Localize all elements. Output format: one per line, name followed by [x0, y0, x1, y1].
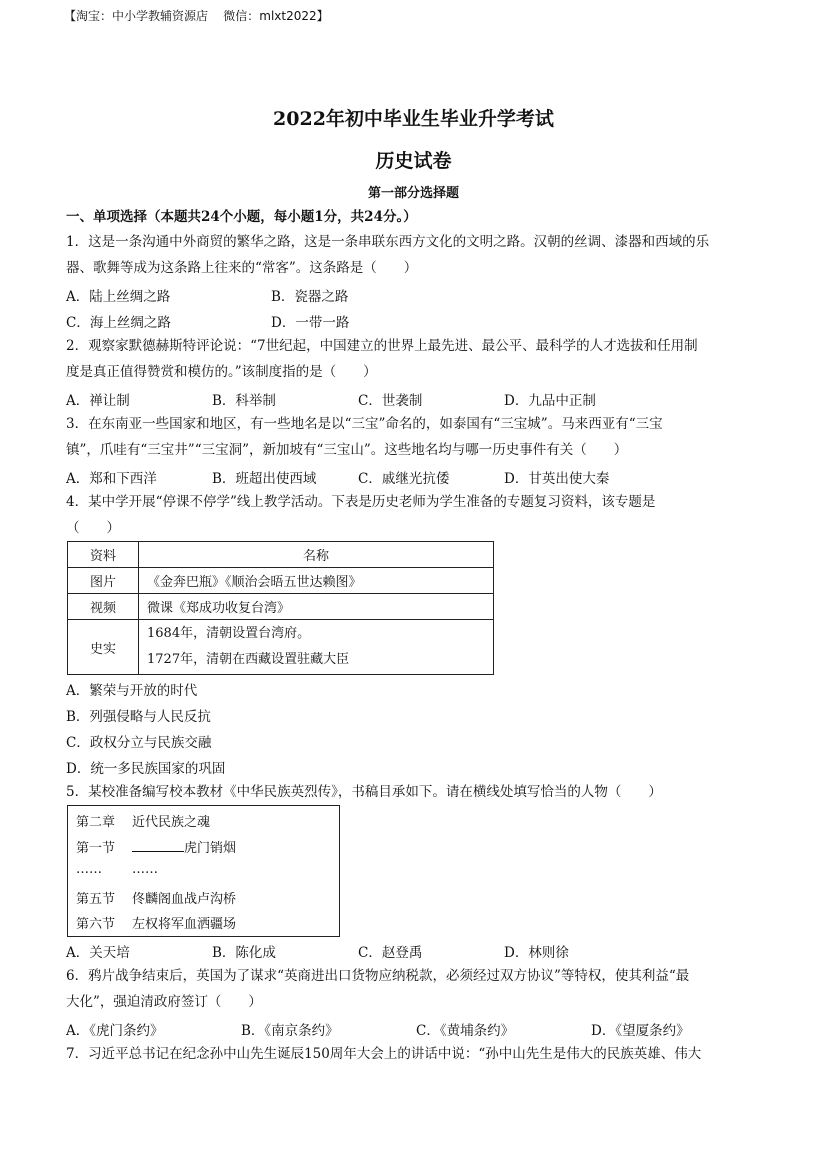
q3-stem-line2: 镇”，爪哇有“三宝井”“三宝洞”，新加坡有“三宝山”。这些地名均与哪一历史事件有关（ ）	[66, 442, 628, 458]
q2-stem-line1: 2．观察家默德赫斯特评论说：“7世纪起，中国建立的世界上最先进、最公平、最科学的人才选拔和任用制	[66, 338, 698, 354]
q4-stem-line1: 4．某中学开展“停课不停学”线上教学活动。下表是历史老师为学生准备的专题复习资料，该专题是	[66, 494, 656, 510]
q6-option-a: A．《虎门条约》	[66, 1023, 164, 1039]
list-item	[76, 913, 236, 932]
q2-option-a: A．禅让制	[66, 393, 130, 409]
page-header: 【淘宝：中小学教辅资源店 微信：mlxt2022】	[64, 9, 329, 23]
part-heading: 第一部分选择题	[367, 186, 459, 201]
q3-option-d: D．甘英出使大秦	[504, 471, 610, 487]
q1-option-b: B．瓷器之路	[271, 289, 349, 305]
q5-option-b: B．陈化成	[212, 945, 276, 961]
q4-material-table	[67, 541, 494, 675]
q5-option-d: D．林则徐	[504, 945, 569, 961]
contents-key: 第六节	[76, 917, 116, 932]
q2-option-c: C．世袭制	[358, 393, 423, 409]
q2-option-b: B．科举制	[212, 393, 276, 409]
table-row	[68, 568, 494, 594]
table-cell-value: 微课《郑成功收复台湾》	[139, 594, 494, 620]
exam-title: 2022年初中毕业生毕业升学考试	[273, 108, 554, 130]
table-cell-line: 1727年，清朝在西藏设置驻藏大臣	[147, 652, 350, 667]
table-header-name: 名称	[139, 542, 494, 568]
q1-option-a: A．陆上丝绸之路	[66, 289, 171, 305]
table-cell-key: 视频	[68, 594, 139, 620]
table-cell-line: 1684年，清朝设置台湾府。	[147, 626, 311, 641]
contents-value: 虎门销烟	[184, 841, 237, 856]
list-item	[76, 862, 158, 877]
contents-key: 第五节	[76, 892, 116, 907]
q3-option-c: C．戚继光抗倭	[358, 471, 450, 487]
contents-key: 第一节	[76, 841, 116, 856]
fill-in-blank	[132, 839, 184, 852]
q4-stem-line2: （ ）	[66, 520, 120, 536]
q4-option-b: B．列强侵略与人民反抗	[66, 709, 211, 725]
q6-option-d: D．《望厦条约》	[591, 1023, 690, 1039]
q1-option-c: C．海上丝绸之路	[66, 315, 171, 331]
table-cell-value: 《金奔巴瓶》《顺治会晤五世达赖图》	[139, 568, 494, 594]
table-row	[68, 620, 494, 675]
q6-stem-line2: 大化”，强迫清政府签订（ ）	[66, 994, 262, 1010]
q4-option-d: D．统一多民族国家的巩固	[66, 761, 226, 777]
q1-stem-line2: 器、歌舞等成为这条路上往来的“常客”。这条路是（ ）	[66, 260, 418, 276]
list-item	[76, 811, 210, 830]
q6-option-c: C．《黄埔条约》	[416, 1023, 515, 1039]
q6-stem-line1: 6．鸦片战争结束后，英国为了谋求“英商进出口货物应纳税款，必须经过双方协议”等特权，使其利益“最	[66, 968, 690, 984]
contents-value: ……	[132, 862, 158, 877]
q1-option-d: D．一带一路	[271, 315, 350, 331]
contents-key: 第二章	[76, 815, 116, 830]
q5-option-c: C．赵登禹	[358, 945, 423, 961]
contents-value: 佟麟阁血战卢沟桥	[132, 892, 237, 907]
q2-option-d: D．九品中正制	[504, 393, 596, 409]
q4-option-c: C．政权分立与民族交融	[66, 735, 212, 751]
section-heading: 一、单项选择（本题共24个小题，每小题1分，共24分。）	[66, 209, 417, 225]
contents-key: ……	[76, 862, 102, 877]
q2-stem-line2: 度是真正值得赞赏和模仿的。”该制度指的是（ ）	[66, 364, 377, 380]
q5-stem-line1: 5．某校准备编写校本教材《中华民族英烈传》，书稿目承如下。请在横线处填写恰当的人物（ ）	[66, 784, 662, 800]
table-header-material: 资料	[68, 542, 139, 568]
table-row	[68, 542, 494, 568]
list-item	[76, 888, 236, 907]
table-cell-key: 图片	[68, 568, 139, 594]
q3-option-a: A．郑和下西洋	[66, 471, 157, 487]
q1-stem-line1: 1．这是一条沟通中外商贸的繁华之路，这是一条串联东西方文化的文明之路。汉朝的丝调、漆器和西域的乐	[66, 234, 710, 250]
q3-stem-line1: 3．在东南亚一些国家和地区，有一些地名是以“三宝”命名的，如泰国有“三宝城”。马来西亚有“三宝	[66, 416, 663, 432]
contents-value: 近代民族之魂	[132, 815, 211, 830]
list-item	[76, 837, 236, 856]
contents-value: 左权将军血洒疆场	[132, 917, 237, 932]
table-row	[68, 594, 494, 620]
exam-subtitle: 历史试卷	[375, 150, 452, 172]
table-cell-value	[139, 620, 494, 675]
q5-option-a: A．关天培	[66, 945, 130, 961]
q7-stem-line1: 7．习近平总书记在纪念孙中山先生诞辰150周年大会上的讲话中说：“孙中山先生是伟大的民族英雄、伟大	[66, 1046, 702, 1062]
q4-option-a: A．繁荣与开放的时代	[66, 683, 198, 699]
q6-option-b: B．《南京条约》	[241, 1023, 339, 1039]
q3-option-b: B．班超出使西域	[212, 471, 317, 487]
table-cell-key: 史实	[68, 620, 139, 675]
q5-contents-box	[67, 805, 340, 937]
